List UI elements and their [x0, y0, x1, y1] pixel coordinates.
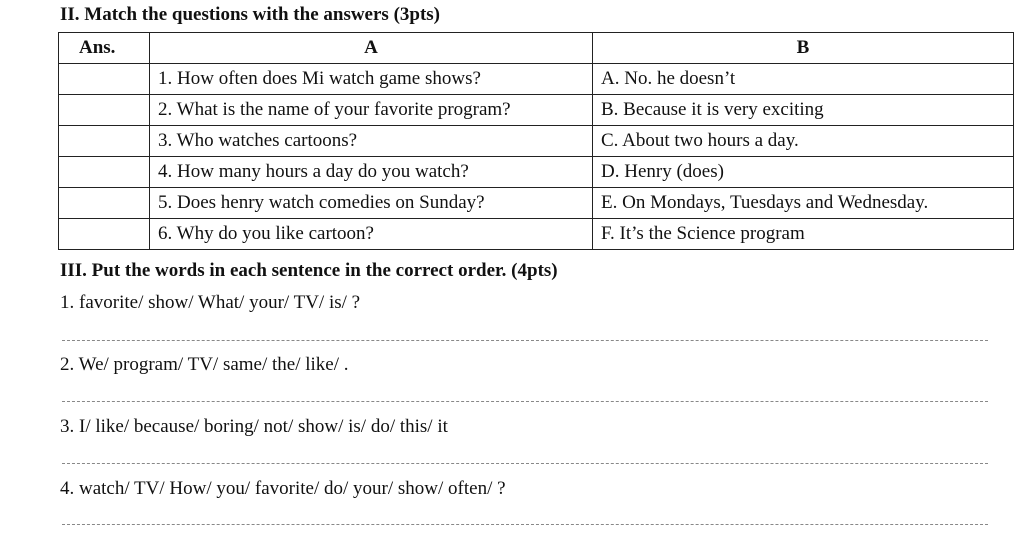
answer-cell[interactable]: [59, 95, 150, 126]
option-cell: B. Because it is very exciting: [593, 95, 1014, 126]
reorder-item-3: 3. I/ like/ because/ boring/ not/ show/ is/ do/ this/ it: [60, 416, 448, 437]
answer-line-4[interactable]: [62, 524, 988, 525]
option-cell: C. About two hours a day.: [593, 126, 1014, 157]
matching-table: [58, 32, 1014, 250]
question-cell: 1. How often does Mi watch game shows?: [150, 64, 593, 95]
question-cell: 4. How many hours a day do you watch?: [150, 157, 593, 188]
option-cell: E. On Mondays, Tuesdays and Wednesday.: [593, 188, 1014, 219]
answer-cell[interactable]: [59, 64, 150, 95]
answer-cell[interactable]: [59, 126, 150, 157]
option-cell: F. It’s the Science program: [593, 219, 1014, 250]
table-header-row: [59, 33, 1014, 64]
header-ans: Ans.: [59, 33, 150, 64]
answer-line-2[interactable]: [62, 401, 988, 402]
reorder-item-2: 2. We/ program/ TV/ same/ the/ like/ .: [60, 354, 349, 375]
question-cell: 6. Why do you like cartoon?: [150, 219, 593, 250]
option-cell: D. Henry (does): [593, 157, 1014, 188]
reorder-item-4: 4. watch/ TV/ How/ you/ favorite/ do/ your/ show/ often/ ?: [60, 478, 506, 499]
reorder-item-1: 1. favorite/ show/ What/ your/ TV/ is/ ?: [60, 292, 361, 313]
answer-line-3[interactable]: [62, 463, 988, 464]
option-cell: A. No. he doesn’t: [593, 64, 1014, 95]
table-row: [59, 188, 1014, 219]
section-3-title: III. Put the words in each sentence in the correct order. (4pts): [60, 260, 558, 281]
question-cell: 5. Does henry watch comedies on Sunday?: [150, 188, 593, 219]
table-row: [59, 64, 1014, 95]
question-cell: 3. Who watches cartoons?: [150, 126, 593, 157]
table-row: [59, 219, 1014, 250]
header-b: B: [593, 33, 1014, 64]
answer-cell[interactable]: [59, 157, 150, 188]
section-2-title: II. Match the questions with the answers (3pts): [60, 4, 441, 25]
answer-line-1[interactable]: [62, 340, 988, 341]
table-row: [59, 157, 1014, 188]
answer-cell[interactable]: [59, 219, 150, 250]
answer-cell[interactable]: [59, 188, 150, 219]
table-row: [59, 95, 1014, 126]
question-cell: 2. What is the name of your favorite program?: [150, 95, 593, 126]
table-row: [59, 126, 1014, 157]
header-a: A: [150, 33, 593, 64]
